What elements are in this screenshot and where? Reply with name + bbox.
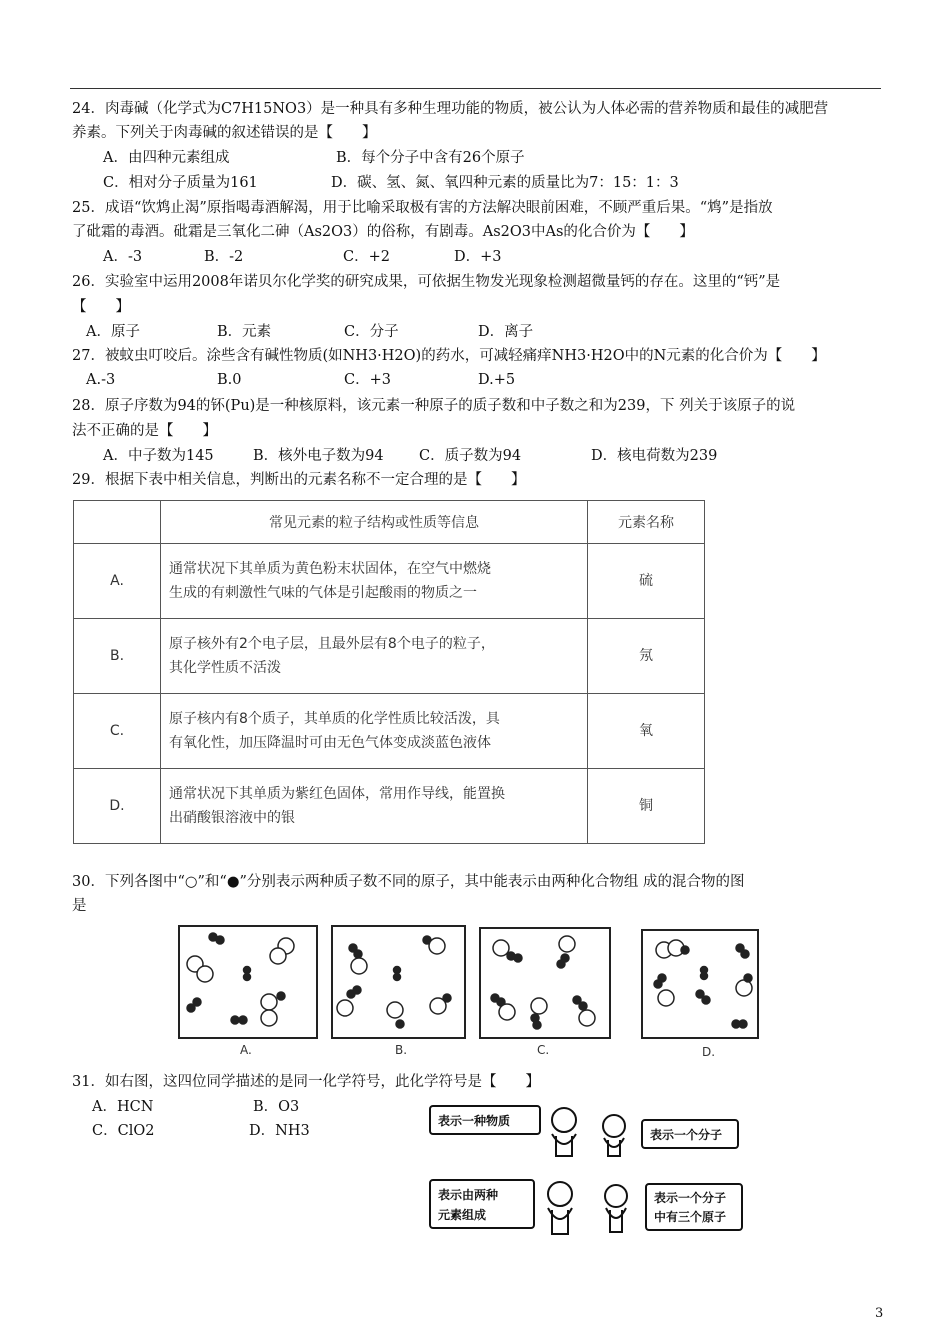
row-info — [161, 694, 588, 769]
table-header-name: 元素名称 — [588, 501, 705, 544]
diagram-label-c: C. — [537, 1043, 550, 1057]
element-info-table — [73, 500, 705, 844]
q26-stem-line1: 26．实验室中运用2008年诺贝尔化学奖的研究成果，可依据生物发光现象检测超微量钙的存在。这里的“钙”是 — [72, 274, 781, 290]
q24-stem-line1: 24．肉毒碱（化学式为C7H15NO3）是一种具有多种生理功能的物质，被公认为人体必需的营养物质和最佳的减肥营 — [72, 101, 829, 117]
q27-option-c: C．+3 — [344, 372, 391, 388]
q27-option-a: A.-3 — [86, 372, 116, 388]
table-row — [74, 544, 705, 619]
particle-diagrams — [175, 922, 625, 1058]
row-element-name: 硫 — [588, 544, 705, 619]
q27-option-d: D.+5 — [478, 372, 516, 388]
q30-stem-line2: 是 — [72, 898, 87, 914]
q30-stem-line1: 30．下列各图中“○”和“●”分别表示两种质子数不同的原子，其中能表示由两种化合物组 成的混合物的图 — [72, 874, 745, 890]
diagram-label-d: D. — [702, 1045, 716, 1059]
q24-option-c: C．相对分子质量为161 — [103, 175, 258, 191]
q28-option-b: B．核外电子数为94 — [253, 448, 384, 464]
q25-option-b: B．-2 — [204, 249, 244, 265]
q24-option-d: D．碳、氢、氮、氧四种元素的质量比为7：15：1：3 — [331, 175, 679, 191]
q26-option-c: C．分子 — [344, 324, 399, 340]
row-info — [161, 619, 588, 694]
row-info-line2: 出硝酸银溶液中的银 — [169, 810, 295, 826]
row-label: B. — [74, 619, 161, 694]
row-label: A. — [74, 544, 161, 619]
row-info-line1: 通常状况下其单质为黄色粉末状固体，在空气中燃烧 — [169, 561, 491, 577]
q31-option-d: D．NH3 — [249, 1123, 310, 1139]
bubble-text: 表示一种物质 — [438, 1114, 511, 1128]
student-figures — [548, 1108, 627, 1234]
q28-option-c: C．质子数为94 — [419, 448, 522, 464]
row-info-line2: 有氧化性，加压降温时可由无色气体变成淡蓝色液体 — [169, 735, 491, 751]
q28-stem-line1: 28．原子序数为94的钚(Pu)是一种核原料，该元素一种原子的质子数和中子数之和为239，下 列关于该原子的说 — [72, 398, 796, 414]
q27-stem-line1: 27．被蚊虫叮咬后。涂些含有碱性物质(如NH3·H2O)的药水，可减轻痛痒NH3·H2O中的N元素的化合价为【 】 — [72, 348, 826, 364]
q25-option-d: D．+3 — [454, 249, 502, 265]
row-element-name: 氖 — [588, 619, 705, 694]
row-info-line2: 其化学性质不活泼 — [169, 660, 281, 676]
table-row — [74, 694, 705, 769]
q24-option-a: A．由四种元素组成 — [103, 150, 230, 166]
q24-option-b: B．每个分子中含有26个原子 — [336, 150, 525, 166]
bubble-text: 表示由两种 — [438, 1188, 499, 1202]
q28-option-d: D．核电荷数为239 — [591, 448, 718, 464]
q25-option-a: A．-3 — [103, 249, 143, 265]
four-students-cartoon — [424, 1100, 746, 1248]
row-label: C. — [74, 694, 161, 769]
table-header-blank — [74, 501, 161, 544]
row-element-name: 氧 — [588, 694, 705, 769]
table-header-info: 常见元素的粒子结构或性质等信息 — [161, 501, 588, 544]
page-number: 3 — [875, 1306, 884, 1321]
header-rule — [70, 88, 881, 89]
q28-option-a: A．中子数为145 — [103, 448, 214, 464]
bubble-text: 表示一个分子 — [654, 1191, 727, 1205]
table-header-row — [74, 501, 705, 544]
q31-option-a: A．HCN — [92, 1099, 154, 1115]
q26-option-b: B．元素 — [217, 324, 272, 340]
q29-stem-line1: 29．根据下表中相关信息，判断出的元素名称不一定合理的是【 】 — [72, 472, 526, 488]
diagram-label-a: A. — [240, 1043, 252, 1057]
bubble-text: 元素组成 — [438, 1208, 487, 1222]
q31-option-c: C．ClO2 — [92, 1123, 155, 1139]
row-info-line1: 原子核内有8个质子，其单质的化学性质比较活泼，具 — [169, 711, 500, 727]
diagram-d — [638, 926, 768, 1060]
bubble-text: 表示一个分子 — [650, 1128, 723, 1142]
row-info-line1: 原子核外有2个电子层，且最外层有8个电子的粒子， — [169, 636, 495, 652]
q25-stem-line1: 25．成语“饮鸩止渴”原指喝毒酒解渴，用于比喻采取极有害的方法解决眼前困难，不顾严重后果。“鸩”是指放 — [72, 200, 773, 216]
row-label: D. — [74, 769, 161, 844]
q28-stem-line2: 法不正确的是【 】 — [72, 423, 217, 439]
q26-option-a: A．原子 — [86, 324, 140, 340]
diagram-label-b: B. — [395, 1043, 408, 1057]
bubble-text: 中有三个原子 — [654, 1210, 727, 1224]
q24-stem-line2: 养素。下列关于肉毒碱的叙述错误的是【 】 — [72, 125, 377, 141]
row-info-line1: 通常状况下其单质为紫红色固体，常用作导线，能置换 — [169, 786, 505, 802]
table-row — [74, 769, 705, 844]
q27-option-b: B.0 — [217, 372, 242, 388]
q25-stem-line2: 了砒霜的毒酒。砒霜是三氧化二砷（As2O3）的俗称，有剧毒。As2O3中As的化合价为【 】 — [72, 224, 694, 240]
q26-stem-line2: 【 】 — [72, 299, 130, 315]
diagram-a-frame — [179, 926, 317, 1038]
row-info-line2: 生成的有刺激性气味的气体是引起酸雨的物质之一 — [169, 585, 477, 601]
row-info — [161, 769, 588, 844]
q25-option-c: C．+2 — [343, 249, 390, 265]
row-info — [161, 544, 588, 619]
q26-option-d: D．离子 — [478, 324, 534, 340]
row-element-name: 铜 — [588, 769, 705, 844]
table-row — [74, 619, 705, 694]
q31-option-b: B．O3 — [253, 1099, 300, 1115]
q31-stem-line1: 31．如右图，这四位同学描述的是同一化学符号，此化学符号是【 】 — [72, 1074, 540, 1090]
